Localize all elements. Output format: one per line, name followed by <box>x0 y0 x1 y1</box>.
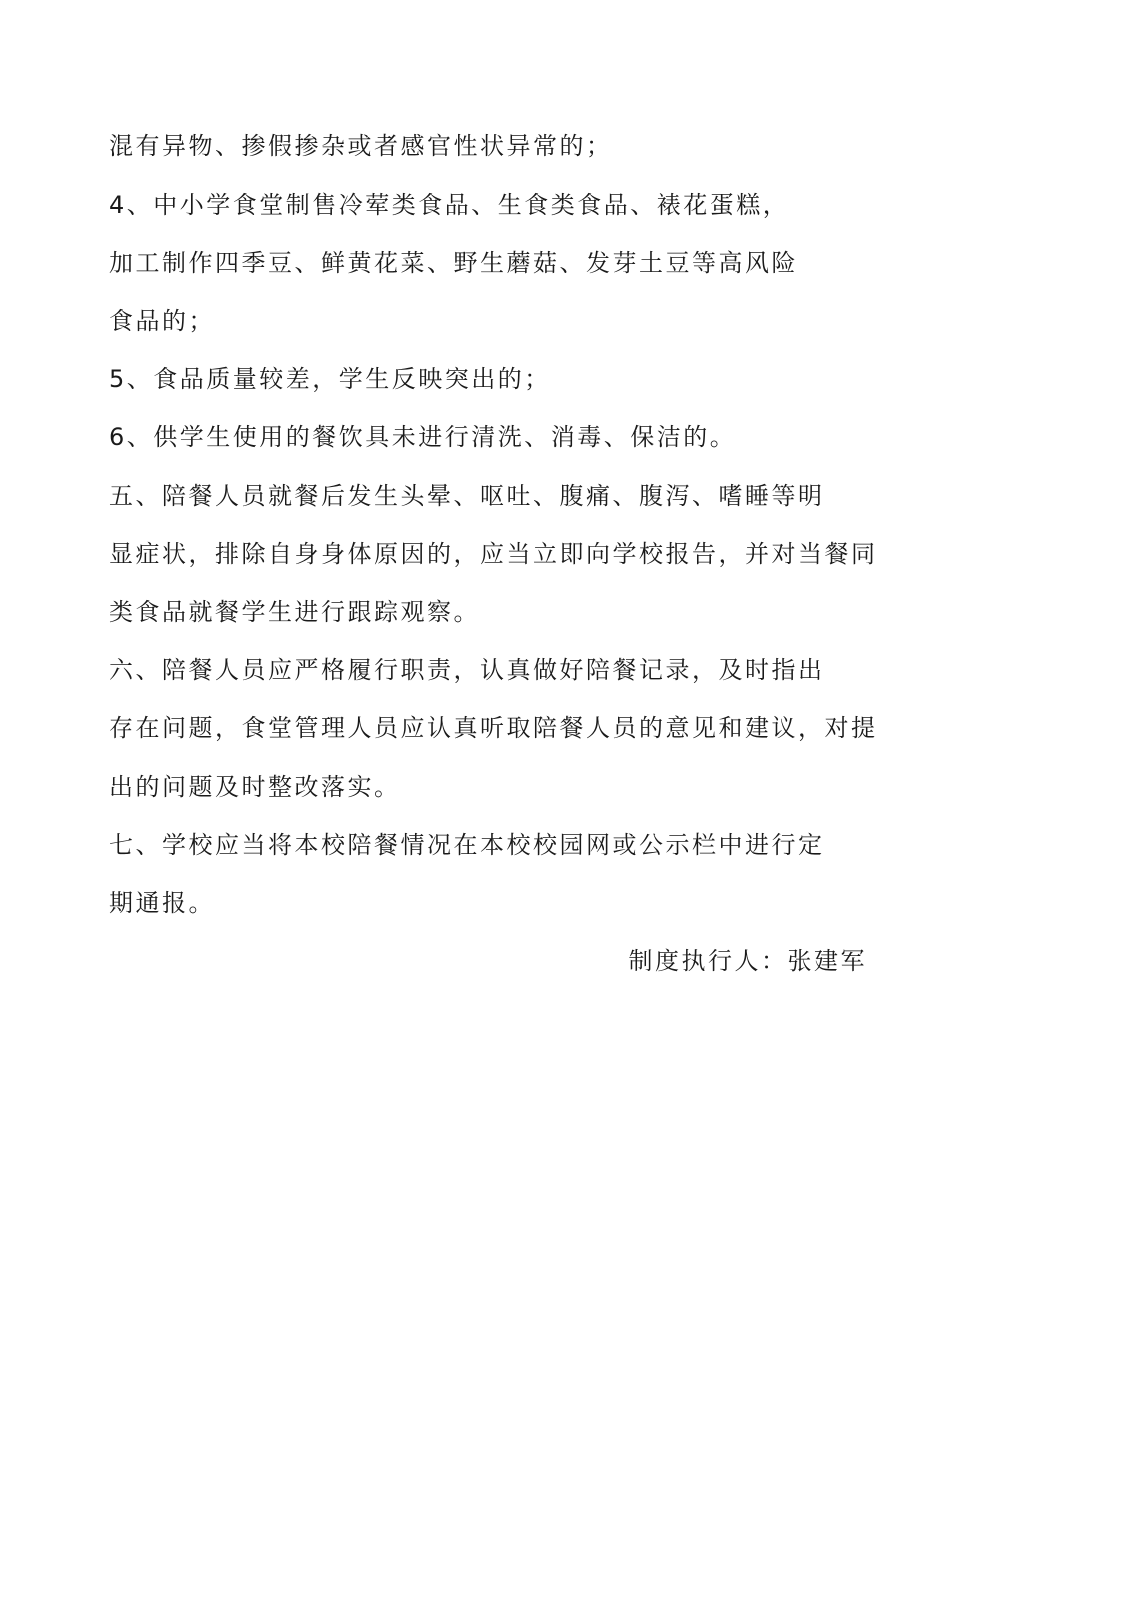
signature-line: 制度执行人：张建军 <box>628 947 867 975</box>
text-line: 六、陪餐人员应严格履行职责，认真做好陪餐记录，及时指出 <box>109 656 825 684</box>
text-line: 类食品就餐学生进行跟踪观察。 <box>109 598 480 626</box>
text-line: 食品的； <box>109 307 215 335</box>
text-line: 5、食品质量较差，学生反映突出的； <box>109 365 551 393</box>
text-line: 期通报。 <box>109 889 215 917</box>
text-line: 七、学校应当将本校陪餐情况在本校校园网或公示栏中进行定 <box>109 831 825 859</box>
text-line: 混有异物、掺假掺杂或者感官性状异常的； <box>109 132 613 160</box>
text-line: 存在问题，食堂管理人员应认真听取陪餐人员的意见和建议，对提 <box>109 714 878 742</box>
text-line: 五、陪餐人员就餐后发生头晕、呕吐、腹痛、腹泻、嗜睡等明 <box>109 482 825 510</box>
text-line: 6、供学生使用的餐饮具未进行清洗、消毒、保洁的。 <box>109 423 737 451</box>
text-line: 4、中小学食堂制售冷荤类食品、生食类食品、裱花蛋糕， <box>109 191 790 219</box>
text-line: 出的问题及时整改落实。 <box>109 773 401 801</box>
text-line: 显症状，排除自身身体原因的，应当立即向学校报告，并对当餐同 <box>109 540 878 568</box>
text-line: 加工制作四季豆、鲜黄花菜、野生蘑菇、发芽土豆等高风险 <box>109 249 798 277</box>
